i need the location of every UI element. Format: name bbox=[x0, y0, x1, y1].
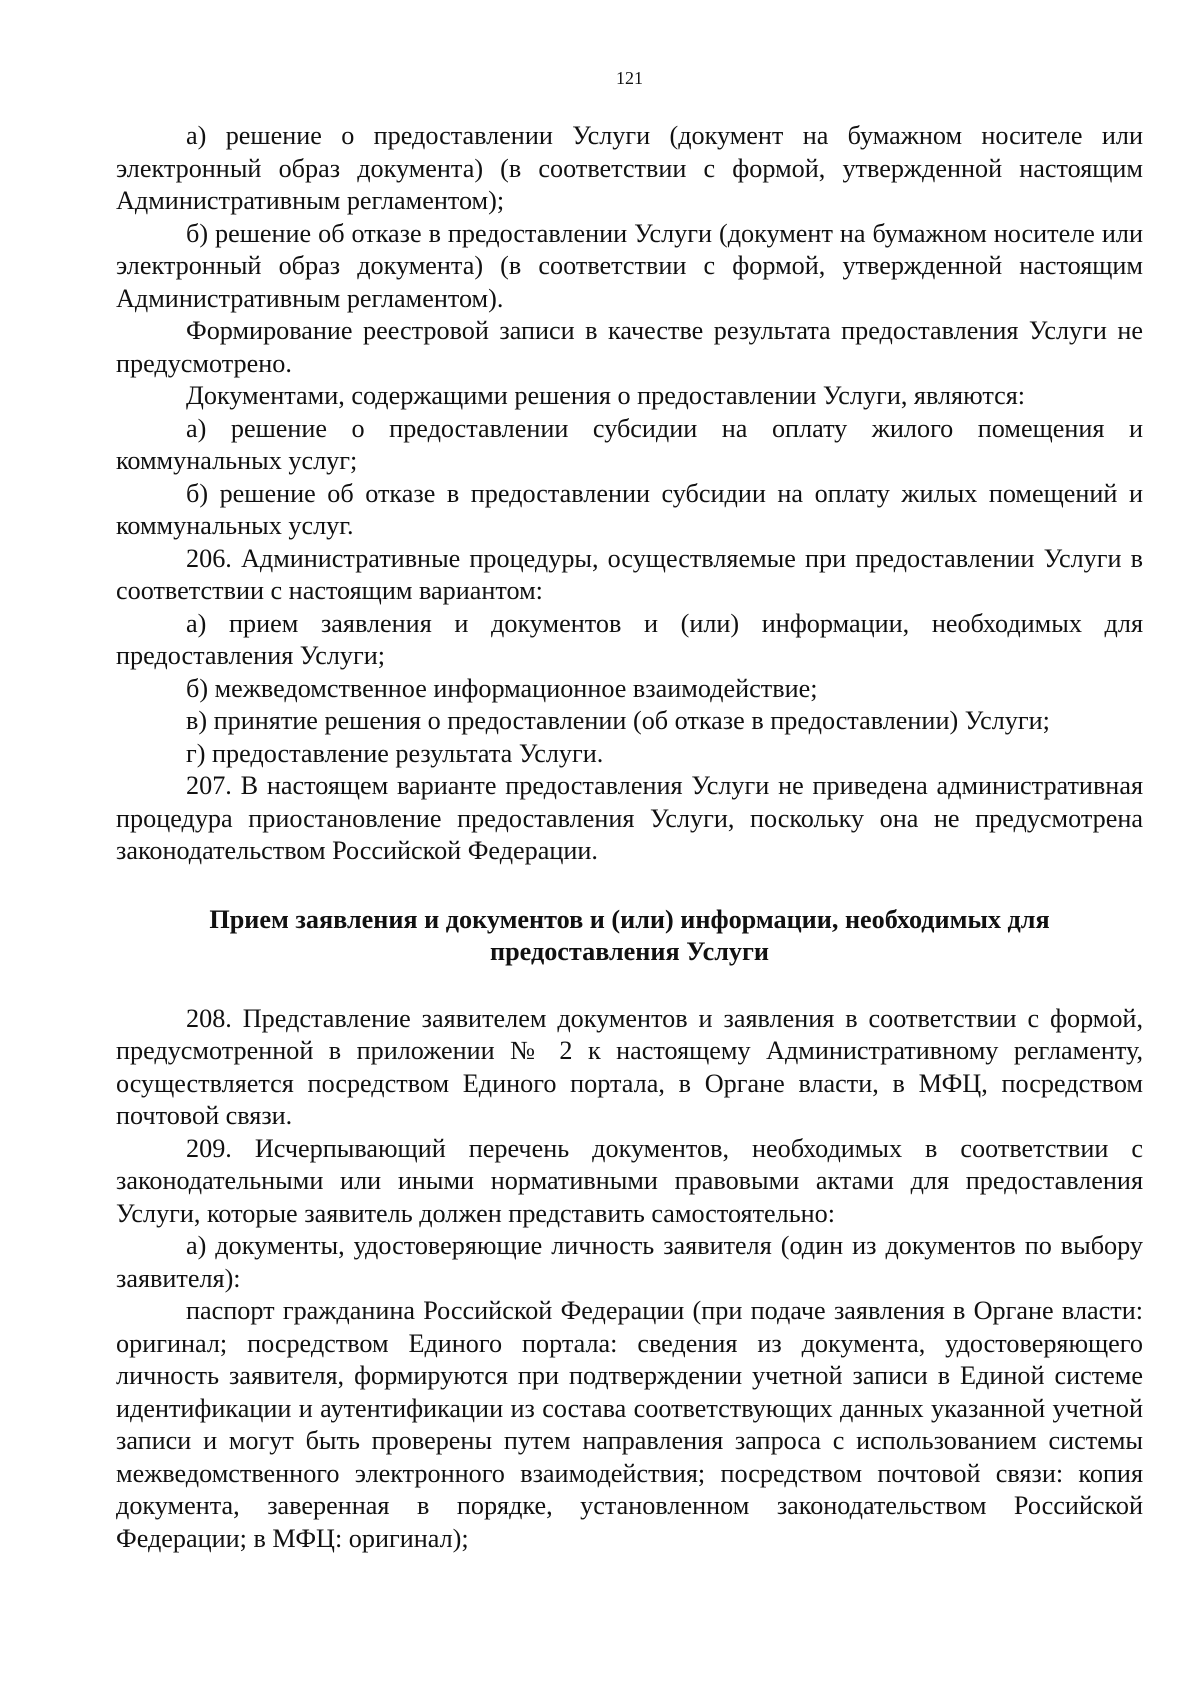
paragraph-208: 208. Представление заявителем документов и заявления в соответствии с формой, предусмотренной в приложении № 2 к настоящему Административному регламенту, осуществляется посредством Единого портала, в Органе власти, в МФЦ, посредством почтовой связи. bbox=[116, 1003, 1143, 1130]
paragraph-result-b: б) решение об отказе в предоставлении Услуги (документ на бумажном носителе или электронный образ документа) (в соответствии с формой, утвержденной настоящим Административным регламентом). bbox=[116, 218, 1143, 313]
paragraph-209-a: а) документы, удостоверяющие личность заявителя (один из документов по выбору заявителя): bbox=[116, 1231, 1143, 1293]
paragraph-206-c: в) принятие решения о предоставлении (об отказе в предоставлении) Услуги; bbox=[186, 706, 1050, 735]
page-number: 121 bbox=[616, 68, 643, 88]
paragraph-decision-a: а) решение о предоставлении субсидии на оплату жилого помещения и коммунальных услуг; bbox=[116, 413, 1143, 475]
paragraph-206-b: б) межведомственное информационное взаимодействие; bbox=[186, 673, 818, 703]
document-body bbox=[116, 120, 1143, 1555]
paragraph-209: 209. Исчерпывающий перечень документов, необходимых в соответствии с законодательными или иными нормативными правовыми актами для предоставления Услуги, которые заявитель должен представить самостоятельно: bbox=[116, 1133, 1143, 1228]
paragraph-decision-b: б) решение об отказе в предоставлении субсидии на оплату жилых помещений и коммунальных услуг. bbox=[116, 478, 1143, 540]
section-heading: Прием заявления и документов и (или) информации, необходимых для предоставления Услуги bbox=[209, 904, 1050, 966]
paragraph-passport: паспорт гражданина Российской Федерации (при подаче заявления в Органе власти: оригинал; посредством Единого портала: сведения из документа, удостоверяющего личность заявителя, формируются при подтверждении учетной записи в Единой системе идентификации и аутентификации из состава соответствующих данных указанной учетной записи и могут быть проверены путем направления запроса с использованием системы межведомственного электронного взаимодействия; посредством почтовой связи: копия документа, заверенная в порядке, установленном законодательством Российской Федерации; в МФЦ: оригинал); bbox=[116, 1296, 1143, 1553]
paragraph-206-a: а) прием заявления и документов и (или) информации, необходимых для предоставления Услуги; bbox=[116, 608, 1143, 670]
paragraph-decision-documents: Документами, содержащими решения о предоставлении Услуги, являются: bbox=[186, 381, 1026, 410]
paragraph-registry-record: Формирование реестровой записи в качестве результата предоставления Услуги не предусмотрено. bbox=[116, 316, 1143, 378]
paragraph-result-a: а) решение о предоставлении Услуги (документ на бумажном носителе или электронный образ документа) (в соответствии с формой, утвержденной настоящим Административным регламентом); bbox=[116, 121, 1143, 215]
paragraph-206-d: г) предоставление результата Услуги. bbox=[186, 738, 604, 768]
paragraph-206: 206. Административные процедуры, осуществляемые при предоставлении Услуги в соответствии с настоящим вариантом: bbox=[116, 543, 1143, 605]
paragraph-207: 207. В настоящем варианте предоставления Услуги не приведена административная процедура приостановление предоставления Услуги, поскольку она не предусмотрена законодательством Российской Федерации. bbox=[116, 771, 1143, 865]
